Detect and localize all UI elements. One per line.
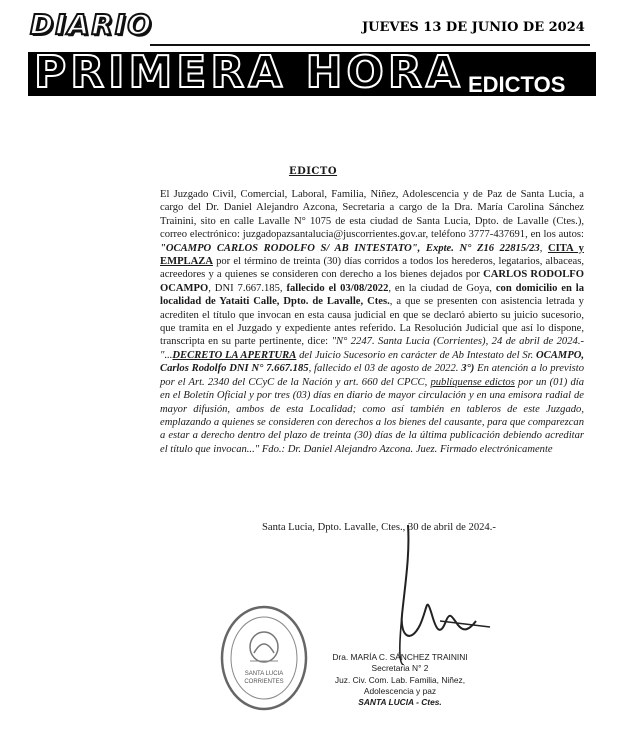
edicto-body (160, 188, 584, 456)
signer-location: SANTA LUCIA - Ctes. (358, 697, 442, 708)
signer-title: Secretaria N° 2 (371, 663, 429, 674)
signer-name: Dra. MARÍA C. SÁNCHEZ TRAININI (332, 652, 468, 662)
case-title: "OCAMPO CARLOS RODOLFO S/ AB INTESTATO", Expte. N° Z16 22815/23 (160, 242, 540, 254)
deceased-name: CARLOS RODOLFO OCAMPO (160, 269, 584, 294)
death-date: fallecido el 03/08/2022 (286, 282, 389, 294)
text-sep: , (539, 242, 548, 254)
cita-emplaza: CITA y EMPLAZA (160, 242, 584, 268)
quote-text: , fallecido el 03 de agosto de 2022. (308, 363, 462, 375)
section-label: EDICTOS (468, 72, 566, 97)
closing-line: Santa Lucia, Dpto. Lavalle, Ctes., 30 de abril de 2024.- (262, 522, 496, 533)
domicile: con domicilio en la localidad de Yataiti Calle, Dpto. de Lavalle, Ctes. (160, 282, 584, 308)
svg-text:SANTA LUCIA: SANTA LUCIA (244, 671, 284, 677)
decreto-apertura: DECRETO LA APERTURA (172, 349, 297, 361)
quote-header: "N° 2247. Santa Lucia (Corrientes), 24 de abril de 2024.- "... (160, 336, 584, 361)
svg-text:CORRIENTES: CORRIENTES (244, 679, 284, 685)
newspaper-header (0, 0, 626, 98)
quote-number: 3°) (461, 363, 475, 375)
logo-diario: DIARIO (30, 8, 154, 41)
quote-text: del Juicio Sucesorio en carácter de Ab Intestato del Sr. (296, 349, 537, 361)
logo-primera-hora: PRIMERA HORA (34, 47, 464, 98)
text-heirs: por el término de treinta (30) días corridos a todos los herederos, legatarios, albaceas, acreedores y a quienes se consideren con derecho a los bienes dejados por (160, 256, 584, 281)
publiquense-edictos: publíquense edictos (430, 376, 515, 388)
quote-name: OCAMPO, Carlos Rodolfo DNI N° 7.667.185 (160, 349, 584, 375)
signer-court: Juz. Civ. Com. Lab. Familia, Niñez, (334, 674, 466, 685)
edicto-title: EDICTO (288, 166, 338, 177)
signature-icon (380, 525, 500, 665)
text-dni: , DNI 7.667.185, (208, 282, 287, 294)
quote-text: En atención a lo previsto por el Art. 2340 del CCyC de la Nación y art. 660 del CPCC, (160, 363, 584, 388)
text-city: , en la ciudad de Goya, (388, 282, 496, 294)
text-resolution: , a que se presenten con asistencia letrada y acrediten el título que invocan en esta causa judicial en que se declaró abierto su juicio sucesorio, que tramita en el Juzgado y expediente antes referido. La Resolución Judicial que así lo dispone, transcripta en su parte pertinente, dice: (160, 296, 584, 348)
header-rule (150, 44, 590, 46)
signature-block (318, 652, 482, 708)
publication-date: JUEVES 13 DE JUNIO DE 2024 (362, 20, 585, 35)
quote-text: por un (01) día en el Boletín Oficial y por tres (03) días en diario de mayor circulación y en una emisora radial de mayor difusión, ambos de esta Localidad; como así también en tableros de este Juzgado, emplazando a quienes se consideren con derechos a los bienes del causante, para que comparezcan a estar a derecho dentro del plazo de treinta (30) días de la última publicación debiendo acreditar el título que invocan..." Fdo.: Dr. Daniel Alejandro Azcona. Juez. Firmado electrónicamente (160, 376, 584, 455)
court-seal-icon (218, 603, 310, 713)
signer-court-2: Adolescencia y paz (363, 685, 437, 696)
text-intro: El Juzgado Civil, Comercial, Laboral, Familia, Niñez, Adolescencia y de Paz de Santa Lucia, a cargo del Dr. Daniel Alejandro Azcona, Secretaria a cargo de la Dra. María Carolina Sánchez Trainini, sito en calle Lavalle N° 1075 de esta ciudad de Santa Lucia, Dpto. de Lavalle (Ctes.), correo electrónico: juzgadopazsantalucia@juscorrientes.gov.ar, teléfono 3777-437691, en los autos: (160, 189, 584, 241)
edicto-paragraph (160, 188, 584, 456)
